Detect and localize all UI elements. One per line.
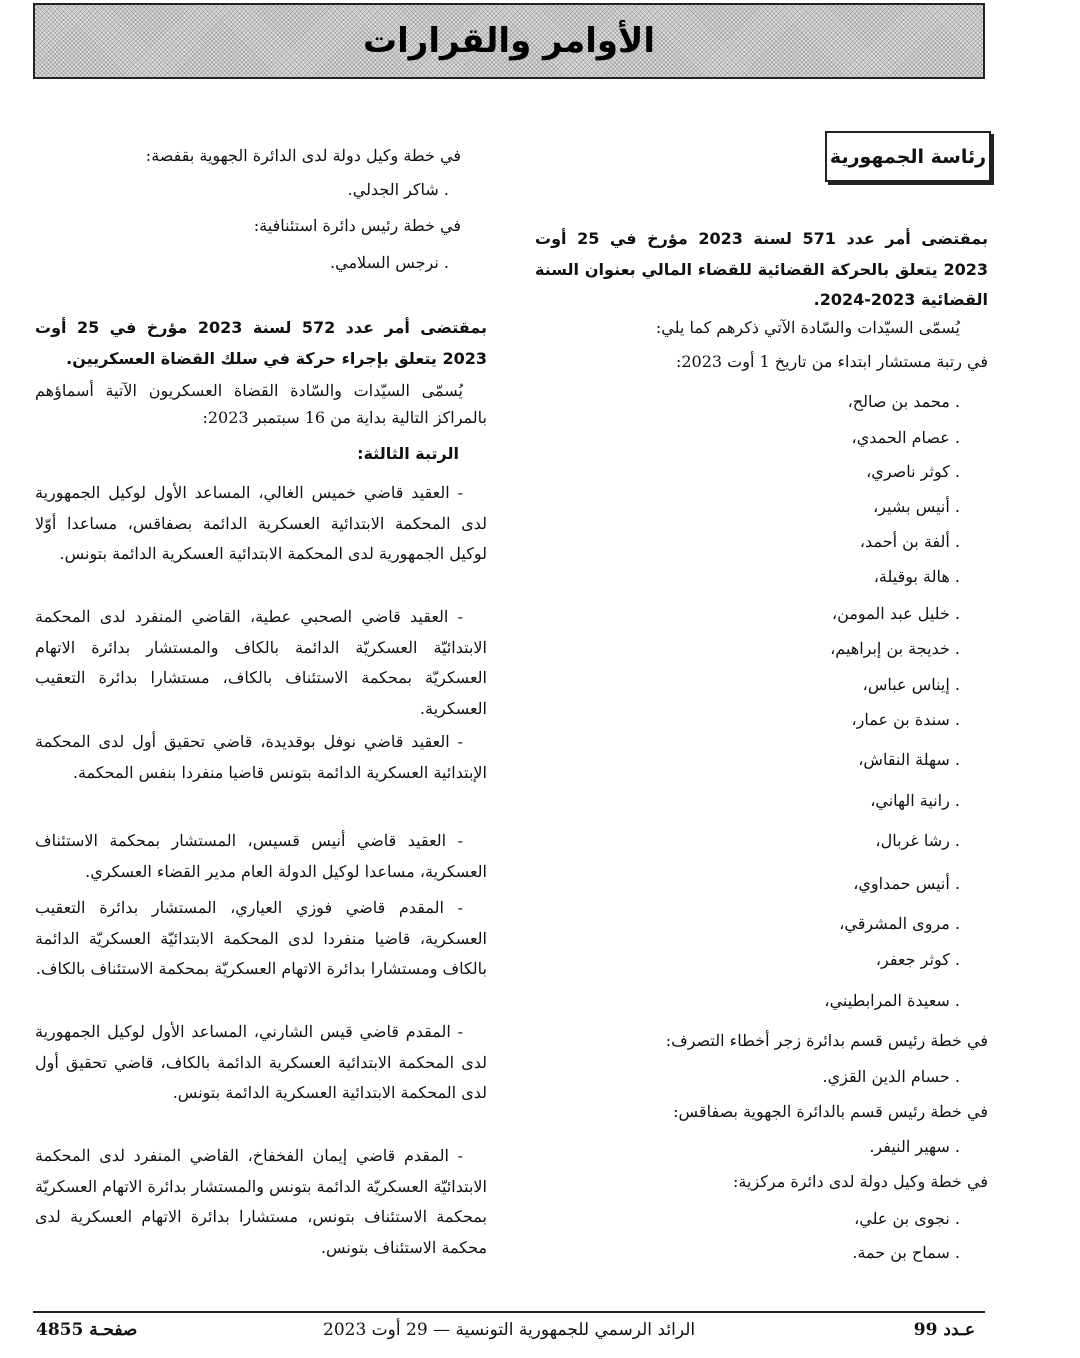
rank-three-heading: الرتبة الثالثة: — [357, 444, 459, 463]
list-item: . سهلة النقاش، — [858, 750, 960, 769]
list-item: . نرجس السلامي. — [330, 253, 449, 272]
list-item: . سندة بن عمار، — [851, 710, 960, 729]
list-item: . ألفة بن أحمد، — [859, 532, 960, 551]
list-item: . رانية الهاني، — [870, 791, 960, 810]
page-header-title: الأوامر والقرارات — [362, 21, 656, 61]
decree-572-intro: يُسمّى السيّدات والسّادة القضاة العسكريون الآتية أسماؤهم بالمراكز التالية بداية من 16 سبتمبر 2023: — [35, 381, 487, 427]
list-item: . رشا غربال، — [875, 831, 960, 850]
plan-heading: في خطة رئيس قسم بالدائرة الجهوية بصفاقس: — [673, 1102, 988, 1121]
list-item: . سعيدة المرابطيني، — [824, 991, 960, 1010]
list-item: . كوثر جعفر، — [875, 950, 960, 969]
list-item: - المقدم قاضي إيمان الفخفاخ، القاضي المنفرد لدى المحكمة الابتدائيّة العسكريّة الدائمة بتونس والمستشار بدائرة الاتهام العسكريّة بمحكمة الاستئناف بتونس، مستشارا بدائرة الاتهام العسكرية لدى محكمة الاستئناف بتونس. — [35, 1146, 488, 1257]
footer-journal-title: الرائد الرسمي للجمهورية التونسية — 29 أوت 2023 — [323, 1320, 696, 1340]
footer-page-number: صفحـة 4855 — [36, 1320, 138, 1340]
list-item: . أنيس حمداوي، — [853, 874, 960, 893]
footer-issue-number: عـدد 99 — [913, 1320, 975, 1340]
list-item: . شاكر الجدلي. — [347, 180, 449, 199]
list-item: . حسام الدين القزي. — [822, 1067, 960, 1086]
rank-counselor-line: في رتبة مستشار ابتداء من تاريخ 1 أوت 2023: — [675, 352, 988, 371]
left-column — [35, 0, 487, 1300]
list-item: . هالة بوقيلة، — [873, 567, 960, 586]
list-item: - العقيد قاضي خميس الغالي، المساعد الأول لوكيل الجمهورية لدى المحكمة الابتدائية العسكرية الدائمة بصفاقس، مساعدا أوّلا لوكيل الجمهورية لدى المحكمة الابتدائية العسكرية الدائمة بتونس. — [35, 483, 487, 563]
list-item: - العقيد قاضي نوفل بوقديدة، قاضي تحقيق أول لدى المحكمة الإبتدائية العسكرية الدائمة بتونس قاضيا منفردا بنفس المحكمة. — [35, 732, 487, 782]
list-item: . محمد بن صالح، — [847, 392, 960, 411]
plan-heading: في خطة رئيس دائرة استئنافية: — [253, 216, 461, 235]
list-item: . مروى المشرقي، — [839, 914, 960, 933]
plan-heading: في خطة رئيس قسم بدائرة زجر أخطاء التصرف: — [665, 1031, 988, 1050]
plan-heading: في خطة وكيل دولة لدى دائرة مركزية: — [733, 1172, 988, 1191]
list-item: . إيناس عباس، — [862, 675, 960, 694]
list-item: - المقدم قاضي قيس الشارني، المساعد الأول لوكيل الجمهورية لدى المحكمة الابتدائية العسكرية الدائمة بالكاف، قاضي تحقيق أول لدى المحكمة الابتدائية العسكرية الدائمة بتونس. — [35, 1022, 487, 1102]
list-item: . عصام الحمدي، — [851, 428, 960, 447]
list-item: . سماح بن حمة. — [852, 1243, 960, 1262]
list-item: . أنيس بشير، — [873, 497, 960, 516]
list-item: . خليل عبد المومن، — [832, 604, 960, 623]
footer-divider — [33, 1311, 985, 1313]
list-item: . سهير النيفر. — [869, 1137, 960, 1156]
list-item: - المقدم قاضي فوزي العياري، المستشار بدائرة التعقيب العسكرية، قاضيا منفردا لدى المحكمة الابتدائيّة العسكريّة الدائمة بالكاف ومستشارا بدائرة الاتهام العسكريّة بمحكمة الاستئناف بالكاف. — [35, 898, 488, 978]
decree-571-heading: بمقتضى أمر عدد 571 لسنة 2023 مؤرخ في 25 أوت 2023 يتعلق بالحركة القضائية للقضاء المالي بعنوان السنة القضائية 2023-2024. — [535, 229, 988, 309]
list-item: . خديجة بن إبراهيم، — [830, 639, 960, 658]
list-item: . نجوى بن علي، — [854, 1209, 960, 1228]
right-column — [535, 0, 988, 1300]
list-item: . كوثر ناصري، — [866, 462, 960, 481]
plan-heading: في خطة وكيل دولة لدى الدائرة الجهوية بقفصة: — [145, 146, 461, 165]
list-item: - العقيد قاضي أنيس قسيس، المستشار بمحكمة الاستئناف العسكرية، مساعدا لوكيل الدولة العام مدير القضاء العسكري. — [35, 831, 487, 881]
section-title-box: رئاسة الجمهورية — [825, 131, 991, 182]
decree-572-heading: بمقتضى أمر عدد 572 لسنة 2023 مؤرخ في 25 أوت 2023 يتعلق بإجراء حركة في سلك القضاة العسكريين. — [35, 318, 488, 368]
decree-571-intro: يُسمّى السيّدات والسّادة الآتي ذكرهم كما يلي: — [655, 318, 960, 337]
list-item: - العقيد قاضي الصحبي عطية، القاضي المنفرد لدى المحكمة الابتدائيّة العسكريّة الدائمة بالكاف والمستشار بدائرة الاتهام العسكريّة بمحكمة الاستئناف بالكاف، مستشارا بدائرة التعقيب العسكرية. — [35, 607, 487, 718]
